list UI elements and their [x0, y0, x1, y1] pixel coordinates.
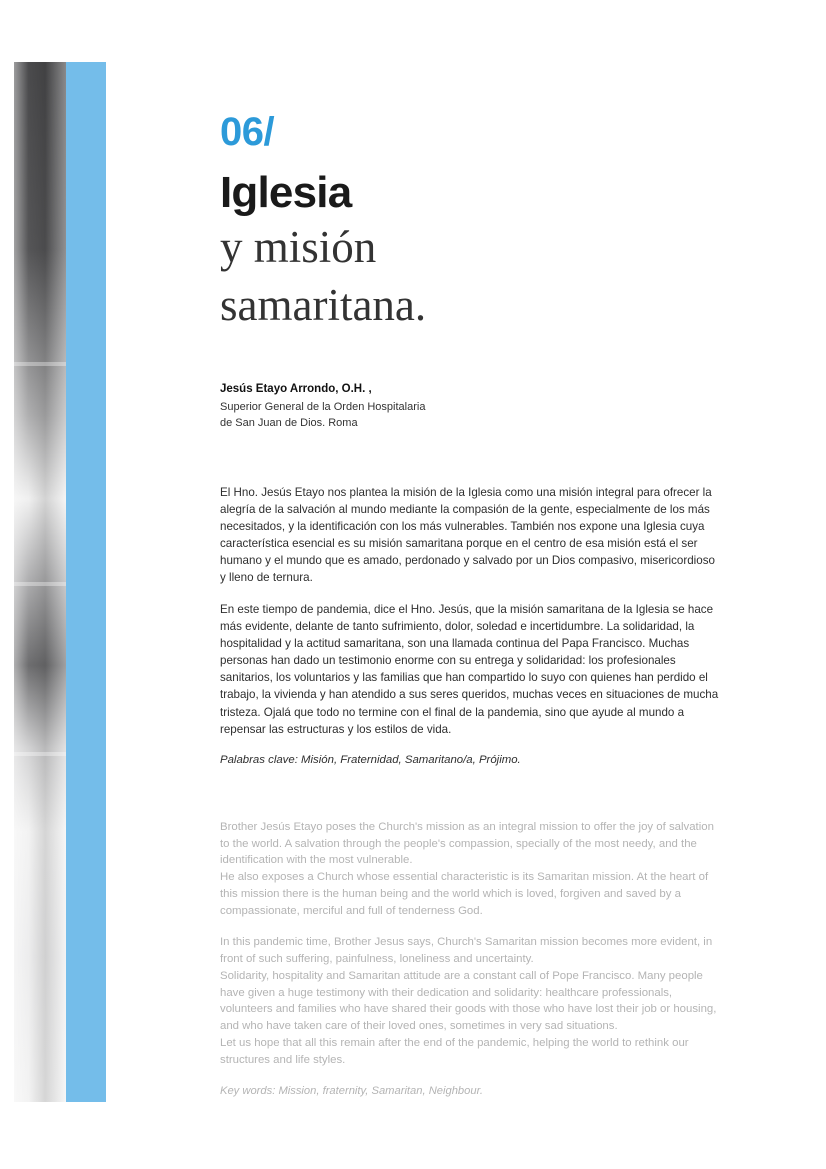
photo-highlight-streak — [14, 752, 66, 756]
article-number: 06/ — [220, 110, 275, 154]
decorative-photo-strip — [14, 62, 66, 1102]
photo-highlight-streak — [14, 362, 66, 366]
article-content — [220, 0, 720, 1100]
abstract-spanish — [220, 484, 720, 769]
accent-bar — [66, 62, 106, 1102]
abstract-english-paragraph: In this pandemic time, Brother Jesus says, Church's Samaritan mission becomes more evident, in front of such suffering, painfulness, loneliness and uncertainty. Solidarity, hospitality and Samaritan attitude are a constant call of Pope Francisco. Many people have given a huge testimony with their dedication and solidarity: healthcare professionals, volunteers and families who have shared their goods with those who have lost their job or housing, and who have taken care of their loved ones, sometimes in very sad situations. Let us hope that all this remain after the end of the pandemic, helping the world to rethink our structures and life styles. — [220, 935, 717, 1067]
author-name: Jesús Etayo Arrondo, O.H. , — [220, 383, 372, 396]
article-title-secondary-line2: samaritana. — [220, 279, 427, 330]
keywords-english: Key words: Mission, fraternity, Samaritan, Neighbour. — [220, 1084, 484, 1097]
abstract-english — [220, 819, 720, 1100]
keywords-spanish: Palabras clave: Misión, Fraternidad, Samaritano/a, Prójimo. — [220, 753, 521, 766]
author-role-line1: Superior General de la Orden Hospitalaria — [220, 400, 426, 413]
article-title-primary: Iglesia — [220, 168, 352, 217]
photo-highlight-streak — [14, 582, 66, 586]
author-block — [220, 381, 720, 432]
author-role-line2: de San Juan de Dios. Roma — [220, 416, 358, 429]
abstract-spanish-paragraph: El Hno. Jesús Etayo nos plantea la misión de la Iglesia como una misión integral para ofrecer la alegría de la salvación al mundo mediante la compasión de la gente, especialmente de los más necesitados, y la identificación con los más vulnerables. También nos expone una Iglesia cuya característica esencial es su misión samaritana porque en el centro de esa misión está el ser humano y el mundo que es amado, perdonado y salvado por un Dios compasivo, misericordioso y lleno de ternura. — [220, 485, 715, 585]
article-title-secondary-line1: y misión — [220, 221, 377, 272]
abstract-spanish-paragraph: En este tiempo de pandemia, dice el Hno. Jesús, que la misión samaritana de la Iglesia se hace más evidente, delante de tanto sufrimiento, dolor, soledad e incertidumbre. La solidaridad, la hospitalidad y la actitud samaritana, son una llamada continua del Papa Francisco. Muchas personas han dado un testimonio enorme con su entrega y solidaridad: los profesionales sanitarios, los voluntarios y las familias que han compartido lo suyo con quienes han perdido el trabajo, la vivienda y han atendido a sus seres queridos, muchas veces en situaciones de mucha tristeza. Ojalá que todo no termine con el final de la pandemia, sino que ayude al mundo a repensar las estructuras y los estilos de vida. — [220, 602, 719, 736]
abstract-english-paragraph: Brother Jesús Etayo poses the Church's mission as an integral mission to offer the joy of salvation to the world. A salvation through the people's compassion, specially of the most needy, and the identification with the most vulnerable. He also exposes a Church whose essential characteristic is its Samaritan mission. At the heart of this mission there is the human being and the world which is loved, forgiven and saved by a compassionate, merciful and full of tenderness God. — [220, 820, 714, 918]
